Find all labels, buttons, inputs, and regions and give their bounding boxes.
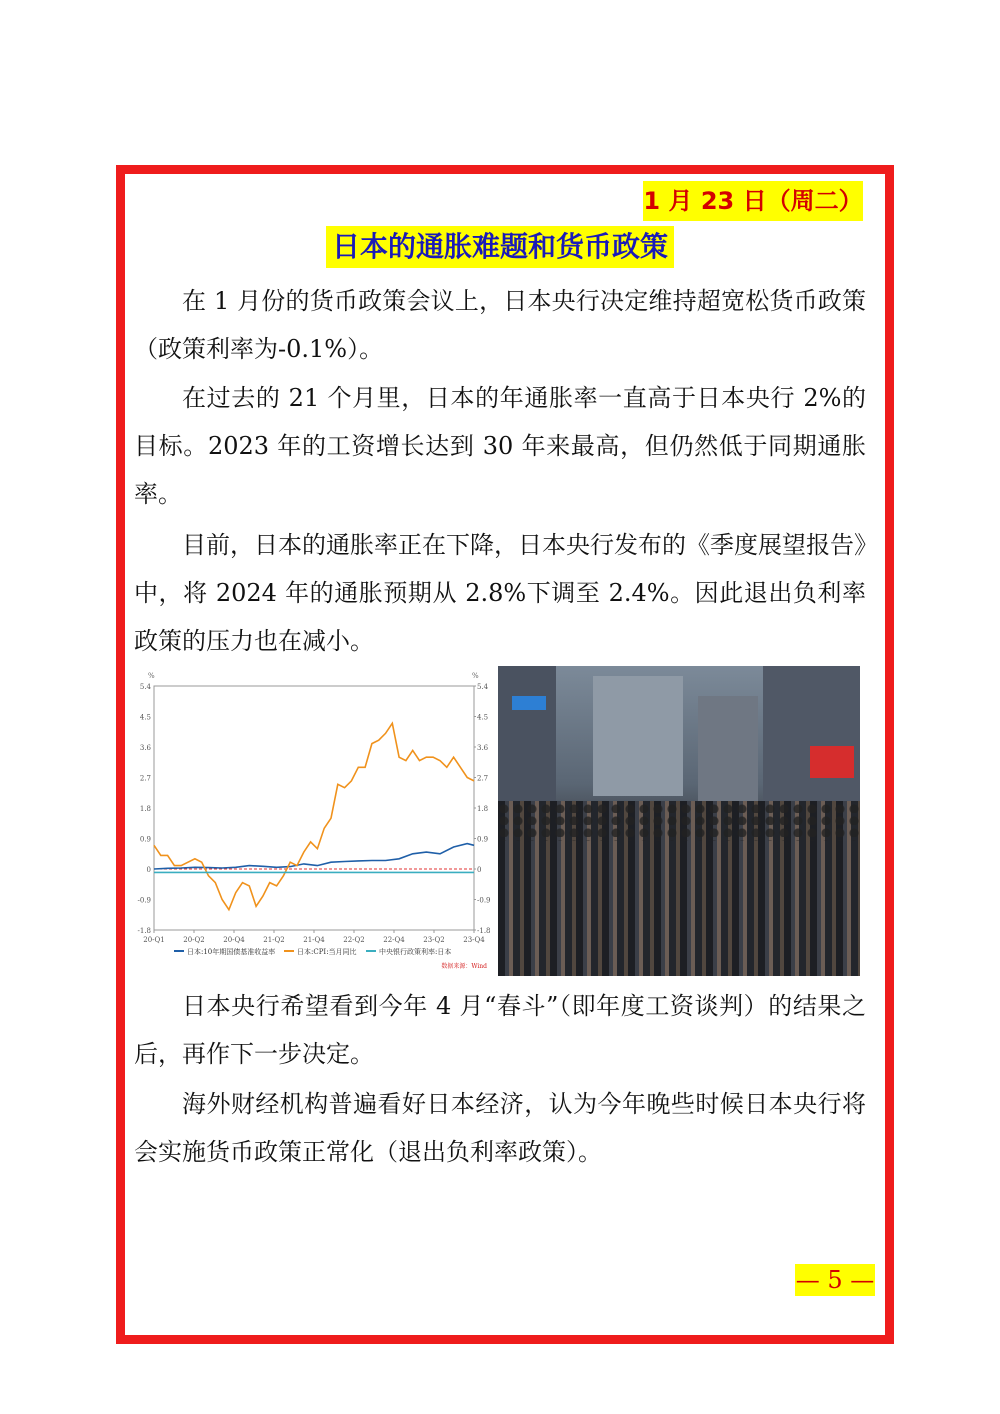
- y-unit-left: %: [148, 672, 155, 680]
- y-tick-right: 1.8: [477, 805, 489, 813]
- x-tick-label: 21-Q2: [263, 936, 285, 944]
- x-tick-label: 22-Q4: [383, 936, 405, 944]
- y-tick-left: -0.9: [137, 896, 151, 905]
- paragraph-3: 目前，日本的通胀率正在下降，日本央行发布的《季度展望报告》中，将 2024 年的通胀预期从 2.8%下调至 2.4%。因此退出负利率政策的压力也在减小。: [134, 531, 866, 655]
- y-tick-right: 2.7: [477, 774, 489, 783]
- x-tick-label: 21-Q4: [303, 936, 325, 944]
- photo-billboard-red: [810, 746, 854, 778]
- tokyo-crowd-photo: [498, 666, 860, 976]
- photo-billboard-blue: [512, 696, 546, 710]
- photo-building-mid: [698, 696, 758, 801]
- x-tick-label: 20-Q4: [223, 936, 245, 944]
- legend-label-3: 中央银行政策利率:日本: [379, 948, 452, 956]
- y-tick-left: 5.4: [139, 683, 151, 691]
- x-tick-label: 23-Q4: [463, 936, 485, 944]
- chart-source: 数据来源：Wind: [441, 963, 487, 970]
- y-unit-right: %: [472, 672, 479, 680]
- chart-svg: [134, 666, 492, 974]
- paragraph-1: 在 1 月份的货币政策会议上，日本央行决定维持超宽松货币政策（政策利率为-0.1%）。: [134, 287, 866, 363]
- y-tick-right: 0.9: [477, 835, 489, 844]
- photo-building-left: [498, 666, 556, 806]
- y-tick-right: -1.8: [477, 927, 491, 935]
- y-tick-left: 0: [146, 866, 151, 874]
- y-tick-left: 3.6: [139, 744, 151, 752]
- date-badge: 1 月 23 日（周二）: [643, 181, 863, 221]
- photo-building-right: [763, 666, 860, 806]
- legend-label-1: 日本:10年期国债基准收益率: [187, 948, 276, 956]
- y-tick-left: -1.8: [137, 927, 151, 935]
- x-tick-label: 22-Q2: [343, 936, 365, 944]
- paragraph-4: 日本央行希望看到今年 4 月“春斗”（即年度工资谈判）的结果之后，再作下一步决定。: [134, 992, 866, 1068]
- legend-label-2: 日本:CPI:当月同比: [297, 948, 357, 956]
- x-tick-label: 20-Q2: [183, 936, 205, 944]
- y-tick-right: 5.4: [477, 683, 489, 691]
- series-line-1: [154, 844, 474, 869]
- paragraph-5: 海外财经机构普遍看好日本经济，认为今年晚些时候日本央行将会实施货币政策正常化（退出负利率政策）。: [134, 1090, 866, 1166]
- y-tick-left: 0.9: [139, 835, 151, 844]
- y-tick-right: 0: [477, 866, 482, 874]
- y-tick-left: 2.7: [139, 774, 151, 783]
- series-line-2: [154, 723, 474, 909]
- y-tick-right: 3.6: [477, 744, 489, 752]
- x-tick-label: 23-Q2: [423, 936, 445, 944]
- inflation-chart: [134, 666, 492, 974]
- paragraph-2: 在过去的 21 个月里，日本的年通胀率一直高于日本央行 2%的目标。2023 年的工资增长达到 30 年来最高，但仍然低于同期通胀率。: [134, 384, 866, 508]
- photo-building-center: [593, 676, 683, 796]
- x-tick-label: 20-Q1: [143, 936, 165, 944]
- page-number: — 5 —: [795, 1266, 875, 1294]
- plot-frame: [154, 686, 474, 930]
- photo-crowd-heads: [498, 801, 860, 841]
- y-tick-left: 1.8: [139, 805, 151, 813]
- article-title: 日本的通胀难题和货币政策: [326, 226, 674, 268]
- y-tick-left: 4.5: [139, 713, 151, 722]
- y-tick-right: -0.9: [477, 896, 491, 905]
- y-tick-right: 4.5: [477, 713, 489, 722]
